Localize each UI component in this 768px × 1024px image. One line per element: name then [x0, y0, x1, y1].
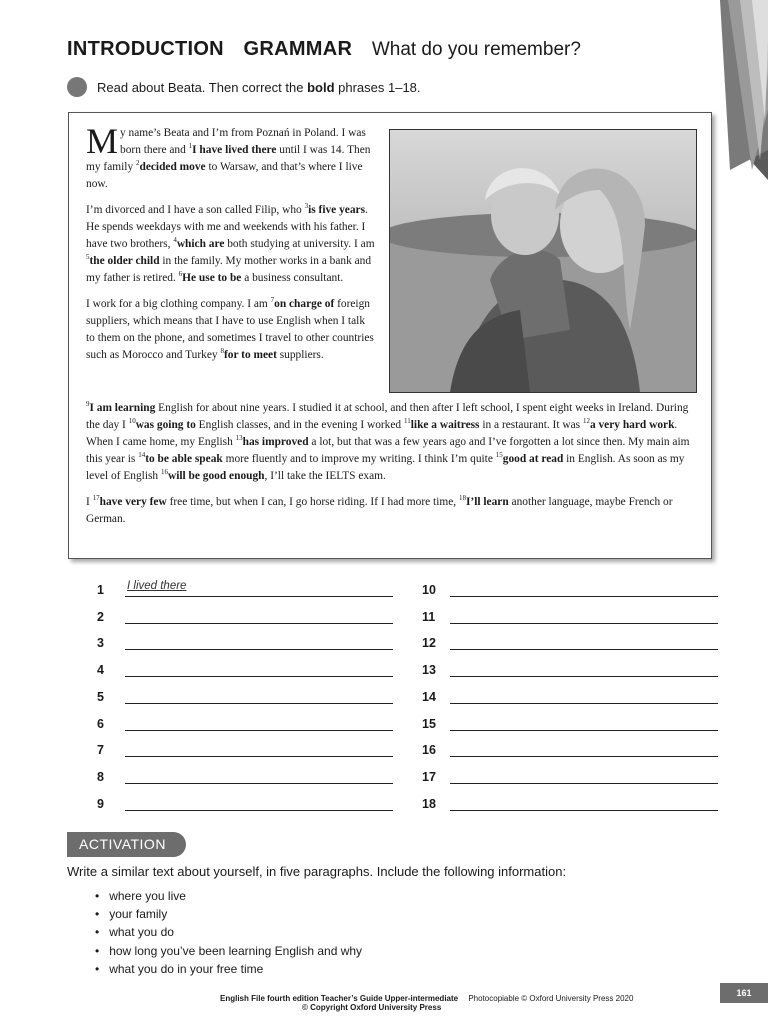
section-label: INTRODUCTION [67, 38, 224, 60]
answer-number: 11 [422, 609, 436, 624]
answer-line[interactable] [450, 660, 718, 677]
corner-decoration [720, 0, 768, 180]
instruction: Read about Beata. Then correct the bold phrases 1–18. [67, 77, 421, 97]
answer-row [97, 687, 393, 704]
answer-row [97, 714, 393, 731]
answer-row [97, 740, 393, 757]
reading-text-box [68, 112, 712, 559]
answer-line[interactable] [125, 740, 393, 757]
answer-number: 8 [97, 769, 104, 784]
answer-number: 6 [97, 716, 104, 731]
answer-row [97, 767, 393, 784]
answer-number: 17 [422, 769, 436, 784]
answer-line[interactable] [125, 660, 393, 677]
answer-row [97, 633, 393, 650]
activation-list [95, 887, 362, 978]
activation-instruction: Write a similar text about yourself, in five paragraphs. Include the following information: [67, 864, 567, 879]
answer-line[interactable] [125, 607, 393, 624]
reading-text-left [86, 121, 376, 373]
answer-line[interactable] [450, 794, 718, 811]
answer-line[interactable] [125, 794, 393, 811]
page-number: 161 [720, 983, 768, 1003]
footer [220, 994, 634, 1012]
activation-item: • what you do in your free time [95, 960, 362, 978]
activation-item: • how long you’ve been learning English and why [95, 942, 362, 960]
answer-line[interactable] [125, 714, 393, 731]
answer-line[interactable]: I lived there [125, 580, 393, 597]
answer-number: 5 [97, 689, 104, 704]
answer-row [97, 580, 393, 597]
answer-lines [0, 580, 768, 820]
circle-bullet-icon [67, 77, 87, 97]
footer-photocopiable: Photocopiable © Oxford University Press 2020 [468, 994, 634, 1003]
answer-line[interactable] [125, 633, 393, 650]
answer-row [422, 633, 718, 650]
answer-row [422, 794, 718, 811]
answer-number: 15 [422, 716, 436, 731]
paragraph-1: My name’s Beata and I’m from Poznań in Poland. I was born there and $^1$I have lived there until I was 14. Then my family $^2$decided move to Warsaw, and that’s where I live now. [86, 121, 371, 190]
answer-row [422, 660, 718, 677]
answer-number: 12 [422, 636, 436, 651]
answer-number: 18 [422, 796, 436, 811]
answer-row [422, 714, 718, 731]
activation-heading: ACTIVATION [67, 832, 186, 857]
answer-line[interactable] [125, 767, 393, 784]
paragraph-5: I $^{17}$have very few free time, but when I can, I go horse riding. If I had more time, $^{18}$I’ll learn another language, maybe French or German. [86, 494, 673, 525]
answer-line[interactable] [450, 687, 718, 704]
answer-line[interactable] [450, 740, 718, 757]
answer-line[interactable] [450, 580, 718, 597]
page-title [67, 38, 581, 61]
answer-line[interactable] [125, 687, 393, 704]
paragraph-2: I’m divorced and I have a son called Filip, who $^3$is five years. He spends weekdays with me and weekends with his father. I have two brothers, $^4$which are both studying at university. I am $^5$the older child in the family. My mother works in a bank and my father is retired. $^6$He use to be a business consultant. [86, 202, 375, 284]
subtitle: What do you remember? [371, 39, 581, 60]
activation-item: • where you live [95, 887, 362, 905]
answer-row [422, 607, 718, 624]
drop-cap: M [86, 121, 119, 161]
reading-text-bottom [86, 400, 698, 537]
answer-number: 14 [422, 689, 436, 704]
answer-row [97, 660, 393, 677]
answer-row [422, 767, 718, 784]
answer-line[interactable] [450, 633, 718, 650]
answer-number: 2 [97, 609, 104, 624]
answer-row [422, 740, 718, 757]
paragraph-3: I work for a big clothing company. I am $^7$on charge of foreign suppliers, which means that I have to use English when I talk to them on the phone, and sometimes I travel to other countries such as Morocco and Turkey $^8$for to meet suppliers. [86, 296, 374, 361]
answer-row [97, 794, 393, 811]
paragraph-4: $^9$I am learning English for about nine years. I studied it at school, and then after I left school, I spent eight weeks in Ireland. During the day I $^{10}$was going to English classes, and in the evening I worked $^{11}$like a waitress in a restaurant. It was $^{12}$a very hard work. When I came home, my English $^{13}$has improved a lot, but that was a few years ago and I’ve forgotten a lot since then. My main aim this year is $^{14}$to be able speak more fluently and to improve my writing. I think I’m quite $^{15}$good at read in English. As soon as my level of English $^{16}$will be good enough, I’ll take the IELTS exam. [86, 400, 690, 482]
answer-number: 3 [97, 636, 104, 651]
answer-row [97, 607, 393, 624]
answer-number: 13 [422, 663, 436, 678]
answer-row [422, 580, 718, 597]
answer-line[interactable] [450, 714, 718, 731]
footer-copyright: © Copyright Oxford University Press [302, 1003, 442, 1012]
answer-line[interactable] [450, 767, 718, 784]
answer-number: 4 [97, 663, 104, 678]
activation-item: • your family [95, 905, 362, 923]
answer-line[interactable] [450, 607, 718, 624]
answer-number: 9 [97, 796, 104, 811]
answer-number: 10 [422, 583, 436, 597]
activation-item: • what you do [95, 923, 362, 941]
answer-number: 7 [97, 743, 104, 758]
footer-book-title: English File fourth edition Teacher’s Guide Upper-intermediate [220, 994, 459, 1003]
photo-mother-and-child [389, 129, 697, 393]
topic-label: GRAMMAR [243, 38, 353, 60]
answer-number: 1 [97, 583, 104, 597]
answer-number: 16 [422, 743, 436, 758]
answer-row [422, 687, 718, 704]
